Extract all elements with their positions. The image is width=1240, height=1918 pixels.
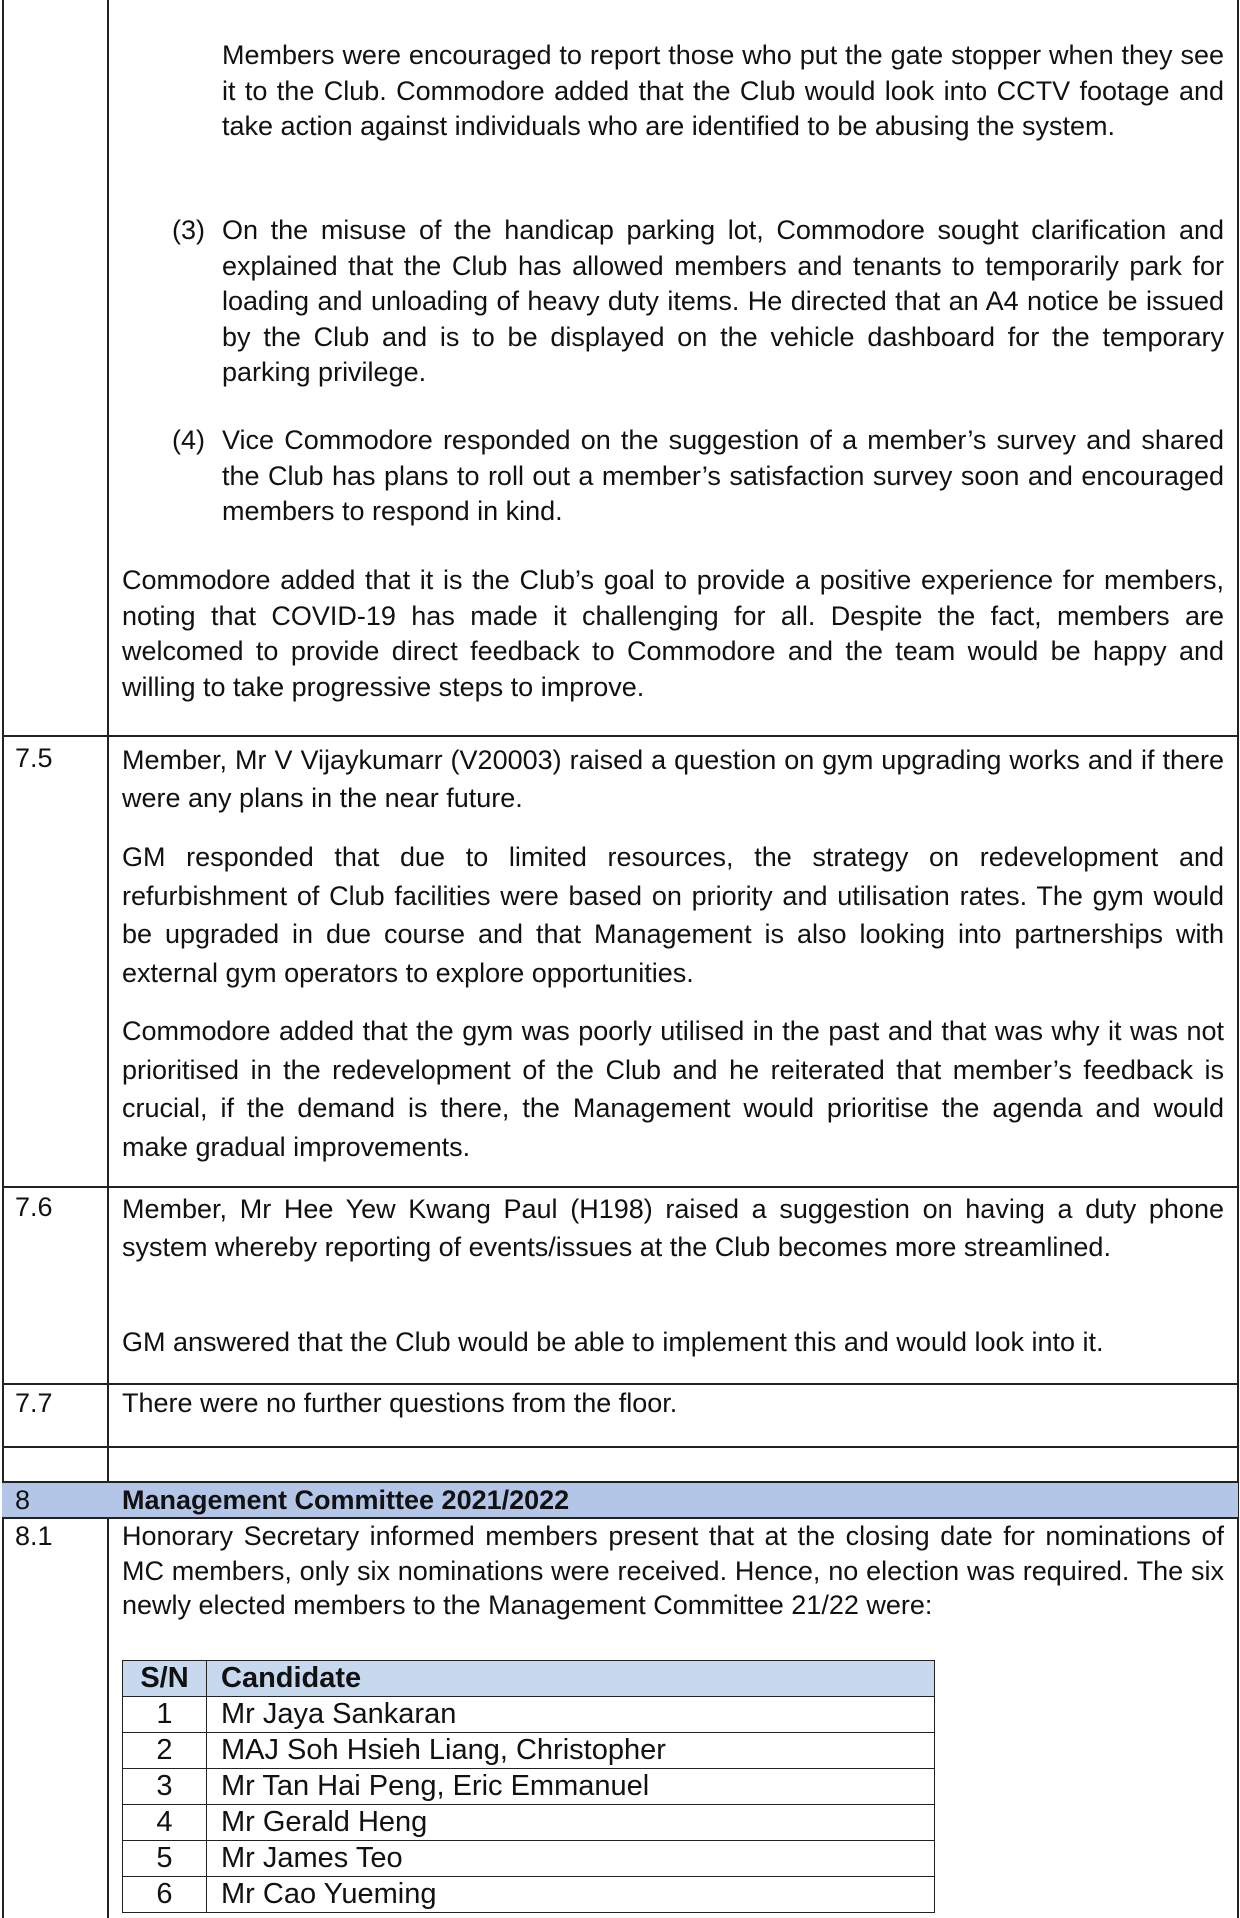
commodore-closing-paragraph: Commodore added that it is the Club’s goal to provide a positive experience for members, noting that COVID-19 has made it challenging for all. Despite the fact, members are welcomed to provide direct feedback to Commodore and the team would be happy and willing to take progressive steps to improve. bbox=[122, 565, 1224, 702]
sn-cell: 1 bbox=[123, 1697, 207, 1733]
section-number: 8 bbox=[15, 1485, 31, 1515]
table-row bbox=[123, 1697, 935, 1733]
point-4-text: Vice Commodore responded on the suggestion of a member’s survey and shared the Club has plans to roll out a member’s satisfaction survey soon and encouraged members to respond in kind. bbox=[222, 425, 1224, 526]
table-row bbox=[123, 1805, 935, 1841]
item-7-6-suggestion: Member, Mr Hee Yew Kwang Paul (H198) raised a suggestion on having a duty phone system whereby reporting of events/issues at the Club becomes more streamlined. bbox=[122, 1194, 1224, 1262]
table-row bbox=[123, 1841, 935, 1877]
sn-header: S/N bbox=[123, 1661, 207, 1697]
item-7-5-commodore-remark: Commodore added that the gym was poorly utilised in the past and that was why it was not prioritised in the redevelopment of the Club and he reiterated that member’s feedback is crucial, if the demand is there, the Management would prioritise the agenda and would make gradual improvements. bbox=[122, 1016, 1224, 1162]
section-title: Management Committee 2021/2022 bbox=[122, 1485, 570, 1515]
table-row bbox=[123, 1733, 935, 1769]
item-7-6-gm-answer: GM answered that the Club would be able to implement this and would look into it. bbox=[122, 1327, 1104, 1357]
sn-cell: 4 bbox=[123, 1805, 207, 1841]
candidate-cell: MAJ Soh Hsieh Liang, Christopher bbox=[207, 1733, 935, 1769]
item-7-7-text: There were no further questions from the floor. bbox=[122, 1388, 678, 1418]
gate-stopper-paragraph: Members were encouraged to report those who put the gate stopper when they see it to the Club. Commodore added that the Club would look into CCTV footage and take action against individuals who are identified to be abusing the system. bbox=[222, 40, 1224, 141]
candidates-table bbox=[122, 1660, 935, 1913]
row-divider bbox=[2, 1383, 1239, 1385]
table-row bbox=[123, 1769, 935, 1805]
item-7-5-question: Member, Mr V Vijaykumarr (V20003) raised a question on gym upgrading works and if there were any plans in the near future. bbox=[122, 745, 1224, 813]
item-7-5-gm-response: GM responded that due to limited resources, the strategy on redevelopment and refurbishment of Club facilities were based on priority and utilisation rates. The gym would be upgraded in due course and that Management is also looking into partnerships with external gym operators to explore opportunities. bbox=[122, 842, 1224, 988]
candidate-cell: Mr James Teo bbox=[207, 1841, 935, 1877]
sn-cell: 6 bbox=[123, 1877, 207, 1913]
point-3-label: (3) bbox=[172, 215, 205, 245]
table-border-right bbox=[1237, 0, 1239, 1918]
point-3-text: On the misuse of the handicap parking lot, Commodore sought clarification and explained that the Club has allowed members and tenants to temporarily park for loading and unloading of heavy duty items. He directed that an A4 notice be issued by the Club and is to be displayed on the vehicle dashboard for the temporary parking privilege. bbox=[222, 215, 1224, 387]
sn-cell: 2 bbox=[123, 1733, 207, 1769]
item-number: 7.5 bbox=[15, 743, 53, 773]
item-number: 7.7 bbox=[15, 1388, 53, 1418]
candidate-cell: Mr Gerald Heng bbox=[207, 1805, 935, 1841]
row-divider bbox=[2, 735, 1239, 737]
table-header-row bbox=[123, 1661, 935, 1697]
candidate-cell: Mr Jaya Sankaran bbox=[207, 1697, 935, 1733]
candidate-cell: Mr Cao Yueming bbox=[207, 1877, 935, 1913]
row-divider bbox=[2, 1186, 1239, 1188]
column-divider bbox=[107, 0, 109, 1918]
candidate-cell: Mr Tan Hai Peng, Eric Emmanuel bbox=[207, 1769, 935, 1805]
row-divider bbox=[2, 1446, 1239, 1448]
table-row bbox=[123, 1877, 935, 1913]
table-border-left bbox=[2, 0, 4, 1918]
sn-cell: 5 bbox=[123, 1841, 207, 1877]
item-number: 8.1 bbox=[15, 1521, 53, 1551]
item-8-1-text: Honorary Secretary informed members present that at the closing date for nominations of MC members, only six nominations were received. Hence, no election was required. The six newly elected members to the Management Committee 21/22 were: bbox=[122, 1521, 1224, 1620]
sn-cell: 3 bbox=[123, 1769, 207, 1805]
point-4-label: (4) bbox=[172, 425, 205, 455]
item-number: 7.6 bbox=[15, 1192, 53, 1222]
candidate-header: Candidate bbox=[207, 1661, 935, 1697]
